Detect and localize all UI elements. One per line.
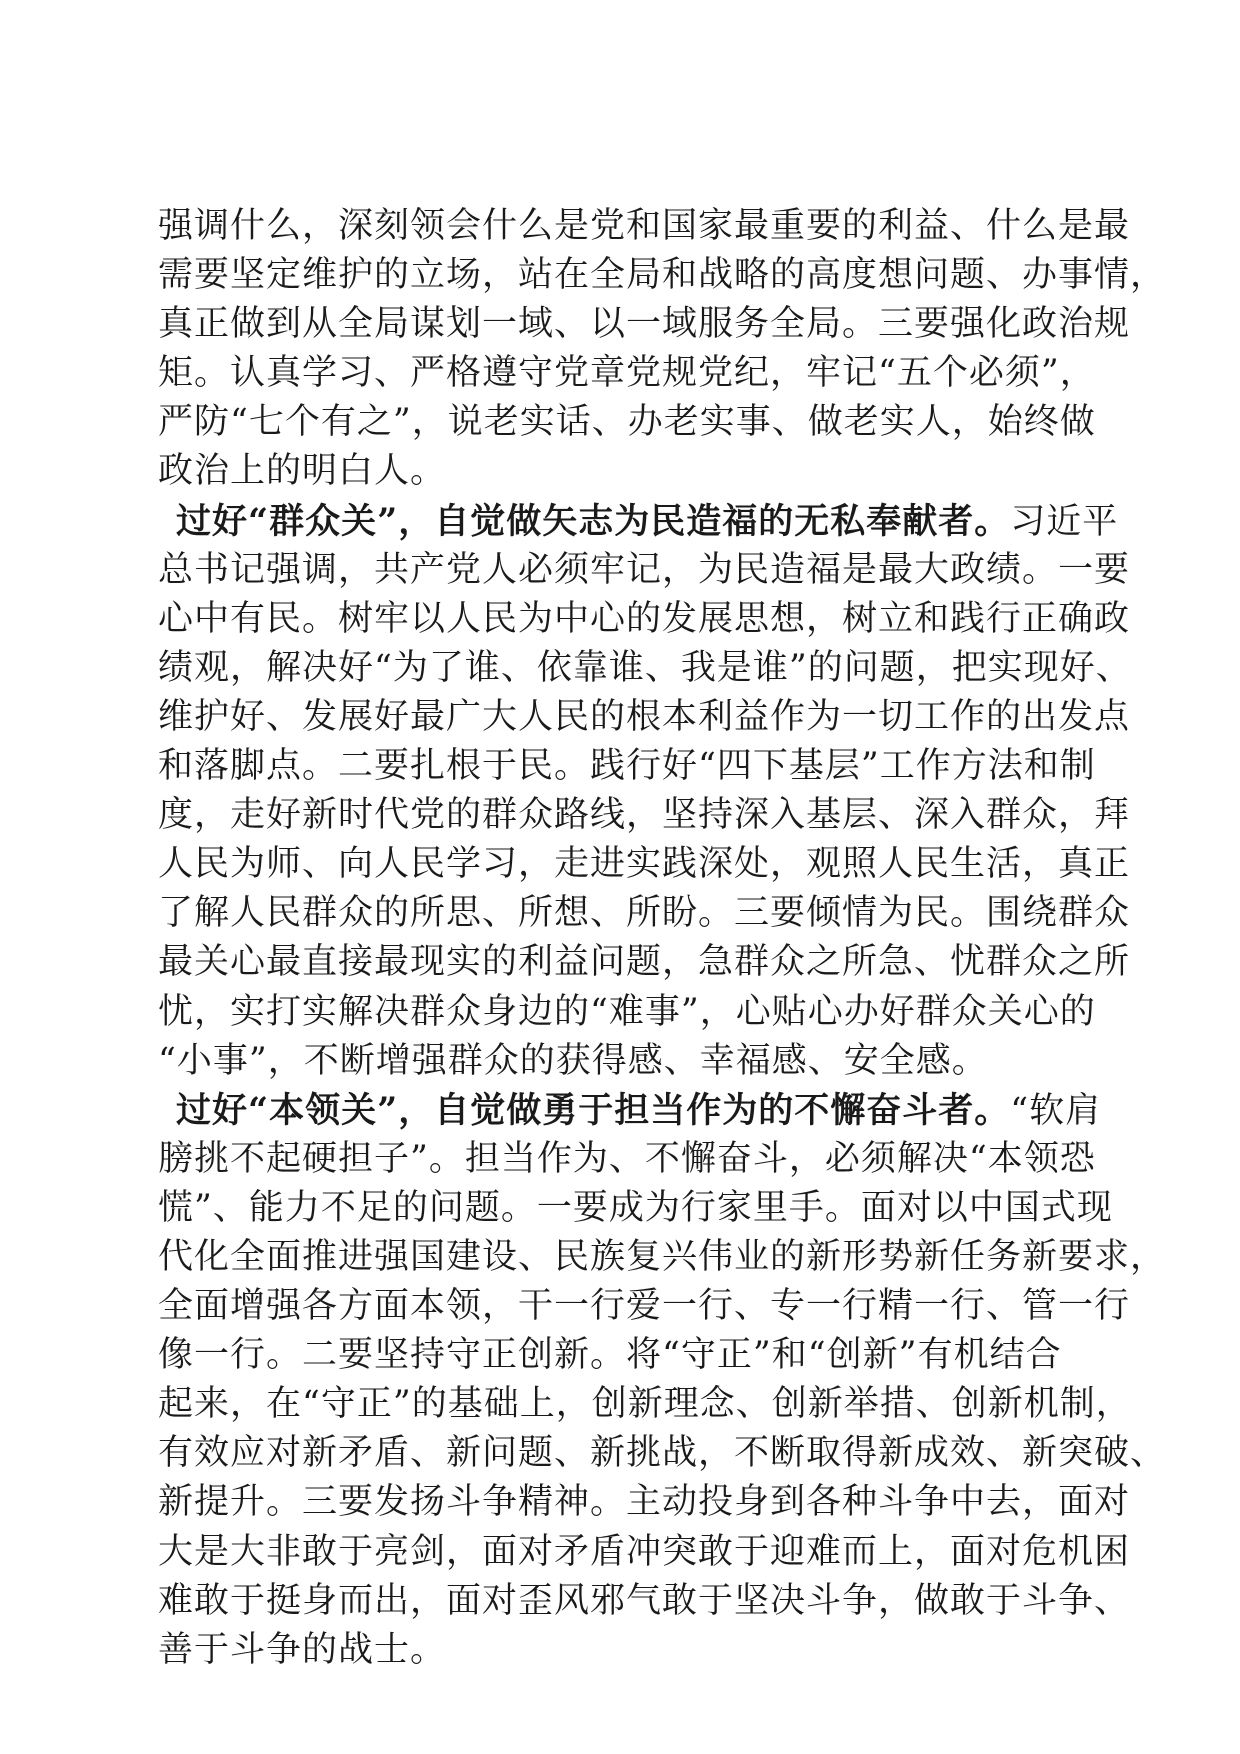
text-line: 大是大非敢于亮剑，面对矛盾冲突敢于迎难而上，面对危机困 — [158, 1531, 1131, 1572]
text-line: 难敢于挺身而出，面对歪风邪气敢于坚决斗争，做敢于斗争、 — [158, 1580, 1131, 1621]
text-line: 最关心最直接最现实的利益问题，急群众之所急、忧群众之所 — [158, 942, 1131, 983]
text-line: 有效应对新矛盾、新问题、新挑战，不断取得新成效、新突破、 — [158, 1433, 1167, 1474]
text-line: 慌”、能力不足的问题。一要成为行家里手。面对以中国式现 — [158, 1187, 1113, 1228]
text-line: 绩观，解决好“为了谁、依靠谁、我是谁”的问题，把实现好、 — [158, 647, 1132, 688]
text-line: 政治上的明白人。 — [158, 451, 447, 492]
text-line: 新提升。三要发扬斗争精神。主动投身到各种斗争中去，面对 — [158, 1482, 1131, 1523]
text-line: 像一行。二要坚持守正创新。将“守正”和“创新”有机结合 — [158, 1335, 1062, 1376]
text-line: 代化全面推进强国建设、民族复兴伟业的新形势新任务新要求， — [158, 1236, 1167, 1277]
text-line: 严防“七个有之”，说老实话、办老实事、做老实人，始终做 — [158, 402, 1096, 443]
text-run: “软肩 — [1010, 1090, 1102, 1131]
text-line: 全面增强各方面本领，干一行爱一行、专一行精一行、管一行 — [158, 1286, 1131, 1327]
text-line — [158, 497, 1119, 546]
text-line: 真正做到从全局谋划一域、以一域服务全局。三要强化政治规 — [158, 304, 1131, 345]
text-line: 起来，在“守正”的基础上，创新理念、创新举措、创新机制， — [158, 1384, 1132, 1425]
document-body — [158, 202, 1167, 1675]
text-line: 强调什么，深刻领会什么是党和国家最重要的利益、什么是最 — [158, 206, 1131, 246]
paragraph-1 — [158, 202, 1167, 497]
text-line: 需要坚定维护的立场，站在全局和战略的高度想问题、办事情， — [158, 255, 1167, 296]
paragraph-heading: 过好“本领关”，自觉做勇于担当作为的不懈奋斗者。 — [176, 1089, 1011, 1131]
text-line: 了解人民群众的所思、所想、所盼。三要倾情为民。围绕群众 — [158, 893, 1131, 934]
paragraph-3 — [158, 1086, 1167, 1675]
text-line: 膀挑不起硬担子”。担当作为、不懈奋斗，必须解决“本领恐 — [158, 1138, 1096, 1179]
paragraph-2 — [158, 497, 1132, 1086]
text-line: 维护好、发展好最广大人民的根本利益作为一切工作的出发点 — [158, 696, 1131, 737]
text-run: 习近平 — [1010, 501, 1119, 542]
paragraph-heading: 过好“群众关”，自觉做矢志为民造福的无私奉献者。 — [176, 500, 1011, 542]
text-line: 和落脚点。二要扎根于民。践行好“四下基层”工作方法和制 — [158, 746, 1096, 787]
text-line: 心中有民。树牢以人民为中心的发展思想，树立和践行正确政 — [158, 598, 1131, 639]
text-line: “小事”，不断增强群众的获得感、幸福感、安全感。 — [158, 1040, 988, 1081]
text-line: 总书记强调，共产党人必须牢记，为民造福是最大政绩。一要 — [158, 549, 1131, 590]
text-line: 人民为师、向人民学习，走进实践深处，观照人民生活，真正 — [158, 844, 1131, 885]
text-line: 度，走好新时代党的群众路线，坚持深入基层、深入群众，拜 — [158, 795, 1131, 836]
text-line: 矩。认真学习、严格遵守党章党规党纪，牢记“五个必须”， — [158, 353, 1096, 394]
text-line: 忧，实打实解决群众身边的“难事”，心贴心办好群众关心的 — [158, 991, 1096, 1032]
text-line: 善于斗争的战士。 — [158, 1629, 447, 1670]
text-line — [158, 1086, 1102, 1135]
